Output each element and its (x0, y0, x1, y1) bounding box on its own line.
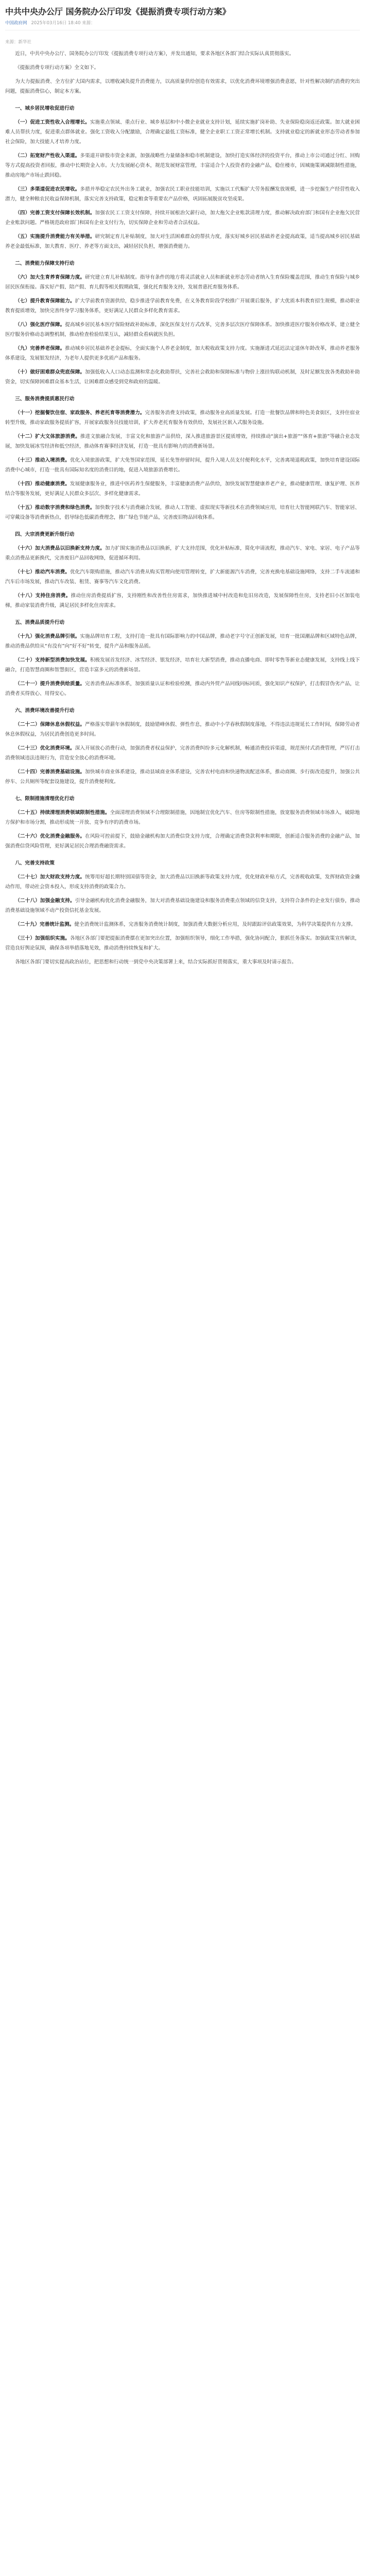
section-heading: 三、服务消费提质惠民行动 (15, 396, 75, 402)
paragraph-text: 实施重点领域、重点行业、城乡基层和中小微企业就业支持计划，延续实施扩岗补助、失业保险稳岗返还政策。加大就业困难人员帮扶力度，促进重点群体就业。强化工资收入分配激励，合理确定最低工资标准，健全企业职工工资正常增长机制。支持就业稳定的新就业形态劳动者参加社会保险，加大技能人才培养力度。 (5, 120, 360, 145)
paragraph (5, 832, 360, 851)
publish-datetime: 2025年03月16日 18:40 来源： (31, 21, 95, 26)
item-heading: （十三）推动入境消费。 (15, 457, 70, 463)
paragraph-text: 为大力提振消费、全方位扩大国内需求，以增收减负提升消费能力，以高质量供给创造有效需求，以优化消费环境增强消费意愿，针对性解决制约消费的突出问题，提振消费信心，制定本方案。 (5, 79, 360, 94)
paragraph-text: 优化汽车限购措施，推动汽车消费从购买管理向使用管理转变，扩大新能源汽车消费，完善充换电基础设施网络，支持二手车流通和汽车后市场发展，推动汽车改装、租赁、赛事等汽车文化消费。 (5, 569, 360, 585)
paragraph-text: 各地区各部门要切实提高政治站位，把思想和行动统一到党中央决策部署上来，结合实际抓好贯彻落实，重大事项及时请示报告。 (15, 959, 297, 965)
paragraph (5, 320, 360, 340)
paragraph-text: 加强低收入人口动态监测和常态化救助帮扶，完善社会救助和保障标准与物价上涨挂钩联动机制，及时足额发放各类救助补助资金，切实保障困难群众基本生活，让困难群众感受到党和政府的温暖。 (5, 369, 360, 385)
paragraph (5, 455, 360, 475)
article-page (0, 0, 365, 981)
paragraph-text: 全面清理消费领域不合理限制措施，因地制宜优化汽车、住房等限制性措施，放宽服务消费领域市场准入，破除地方保护和市场分割，推动形成统一开放、竞争有序的消费市场。 (5, 810, 360, 825)
paragraph (5, 77, 360, 96)
paragraph (5, 432, 360, 451)
item-heading: （十）做好困难群众兜底保障。 (15, 369, 85, 375)
paragraph-text: 研究制定育儿补贴制度，加大对生活困难群众的帮扶力度，落实好城乡居民基础养老金提高政策，适当提高城乡居民基础养老金最低标准，加大教育、医疗、养老等方面支出，减轻居民负担，增强消费能力。 (5, 234, 360, 249)
paragraph-text: 实施品牌培育工程，支持打造一批具有国际影响力的中国品牌，推动老字号守正创新发展，培育一批国潮品牌和区域特色品牌，推动消费品供给从“有没有”向“好不好”转变，提升产品和服务品质。 (5, 634, 360, 649)
paragraph-text: 推动住房消费提质扩容，支持刚性和改善性住房需求，加快推进城中村改造和危旧房改造，发展保障性住房，支持老旧小区加装电梯，推动家装消费升级，满足居民多样化住房需求。 (5, 593, 360, 608)
item-heading: （三十）加强组织实施。 (15, 936, 70, 941)
item-heading: （二十五）持续清理消费领域限制性措施。 (15, 810, 110, 816)
section-heading: 八、完善支持政策 (15, 860, 55, 866)
item-heading: （五）实施提升消费能力有关举措。 (15, 234, 95, 240)
item-heading: （十六）加大消费品以旧换新支持力度。 (15, 546, 105, 551)
paragraph-text: 推动城乡居民基础养老金提标，全面实施个人养老金制度，加大税收政策支持力度。实施渐进式延迟法定退休年龄改革，推动养老服务体系建设，发展银发经济，为老年人提供更多优质产品和服务。 (5, 346, 360, 361)
item-heading: （二十）支持新型消费加快发展。 (15, 657, 90, 663)
paragraph (5, 184, 360, 204)
item-heading: （十四）推动健康消费。 (15, 481, 70, 487)
item-heading: （二十九）完善统计监测。 (15, 922, 75, 927)
article-body (5, 49, 360, 967)
section-heading: 二、消费能力保障支持行动 (15, 261, 75, 266)
paragraph (5, 896, 360, 916)
item-heading: （九）完善养老保障。 (15, 346, 65, 351)
paragraph (5, 232, 360, 251)
article-title: 中共中央办公厅 国务院办公厅印发《提振消费专项行动方案》 (5, 7, 231, 16)
paragraph-text: 发展健康服务业，推进中医药养生保健服务，丰富健康消费产品供给，加快发展智慧健康养老产业，推动健康管理、康复护理、医养结合等服务发展，更好满足人民群众多层次、多样化健康需求。 (5, 481, 360, 497)
item-heading: （十八）支持住房消费。 (15, 593, 71, 599)
item-heading: （十七）推动汽车消费。 (15, 569, 70, 575)
paragraph-text: 加力扩围实施消费品以旧换新，扩大支持范围，优化补贴标准，简化申请流程，推动汽车、家电、家居、电子产品等重点消费品更新换代，完善废旧产品回收网络，促进循环利用。 (5, 546, 360, 561)
item-heading: （十二）扩大文体旅游消费。 (15, 434, 80, 439)
paragraph-text: 提高城乡居民基本医疗保险财政补助标准，深化医保支付方式改革，完善多层次医疗保障体系。加快推进医疗服务价格改革，建立健全医疗服务价格动态调整机制，推动检查检验结果互认，减轻群众看病就医负担。 (5, 322, 360, 337)
paragraph-text: 深入开展放心消费行动，加强消费者权益保护，完善消费纠纷多元化解机制，畅通消费投诉渠道，规范预付式消费管理，严厉打击消费领域违法违规行为，营造安全放心的消费环境。 (5, 745, 360, 761)
item-heading: （二十一）提升消费供给质量。 (15, 681, 85, 687)
paragraph-text: 完善服务消费支持政策，推动服务业高质量发展。打造一批餐饮品牌和特色美食街区，支持住宿业转型升级，推动家政服务提质扩容，开展家政服务员技能培训，扩大养老托育服务有效供给，发展社区嵌入式服务设施。 (5, 410, 360, 426)
item-heading: （二十二）保障休息休假权益。 (15, 722, 85, 727)
paragraph-text: 推进文旅融合发展，丰富文化和旅游产品供给，深入推进旅游景区提质增效，持续推动“演出+旅游”“体育+旅游”等融合业态发展，加快发展冰雪经济和低空经济，推动体育赛事经济发展，打造一批具有影响力的消费新场景。 (5, 434, 360, 449)
paragraph (5, 344, 360, 363)
paragraph (5, 591, 360, 611)
paragraph-text: 严格落实带薪年休假制度，鼓励错峰休假、弹性作息，推动中小学春秋假制度落地，不得违法违规延长工作时间，保障劳动者休息休假权益，为居民消费创造更多时间。 (5, 722, 360, 737)
paragraph-text: 完善消费品标准体系，加强质量认证和检验检测，推动内外贸产品同线同标同质，强化知识产权保护，打击假冒伪劣产品，让消费者买得放心、用得安心。 (5, 681, 360, 697)
paragraph (5, 679, 360, 699)
paragraph-text: 引导金融机构优化消费金融服务，加大对消费基础设施建设和服务消费重点领域的信贷支持，支持符合条件的企业发行债券，推动消费基础设施领域不动产投资信托基金发展。 (5, 898, 360, 913)
paragraph-text: 多渠道开辟股市资金来源，加强战略性力量储备和稳市机制建设，加快打造实体经济的投资平台，推动上市公司通过分红、回购等方式提高投资者回报，推动中长期资金入市。大力发展耐心资本，规范发展财富管理，丰富适合个人投资者的金融产品，稳住楼市，因城施策调减限制性措施，推动房地产市场止跌回稳。 (5, 153, 360, 178)
paragraph-text: 加快数字技术与消费融合发展，推动人工智能、虚拟现实等新技术在消费领域应用，培育壮大智能网联汽车、智能家居、可穿戴设备等消费新热点，倡导绿色低碳消费理念，推广绿色节能产品，完善废旧物品回收体系。 (5, 505, 360, 520)
item-heading: （二十四）完善消费基础设施。 (15, 769, 85, 775)
paragraph-text: 健全消费统计监测体系，完善服务消费统计制度，加强消费大数据分析应用，及时跟踪评估政策效果，为科学决策提供有力支撑。 (74, 922, 356, 927)
paragraph-text: 扩大学前教育资源供给，稳步推进学前教育免费，在义务教育阶段学校推广开展课后服务，扩大优质本科教育招生规模，推动职业教育提质增效，加快完善终身学习服务体系，更好满足人民群众多样化教育需求。 (5, 298, 360, 314)
paragraph-text: 加快城市商业体系建设，推动县域商业体系建设，完善农村电商和快递物流配送体系，推动商圈、步行街改造提升，加强公共停车、公共厕所等配套设施建设，提升消费便利度。 (5, 769, 360, 785)
paragraph (5, 296, 360, 316)
paragraph-text: 积极发展首发经济、冰雪经济、银发经济，培育壮大新型消费，推动直播电商、即时零售等新业态健康发展，支持线上线下融合，打造智慧商圈和智慧街区，营造丰富多元的消费新场景。 (5, 657, 360, 673)
paragraph (5, 273, 360, 292)
paragraph-text: 研究建立育儿补贴制度。指导有条件的地方将灵活就业人员和新就业形态劳动者纳入生育保险覆盖范围，推动生育保险与城乡居民医保衔接。落实好产假、陪产假、育儿假等相关假期政策，强化托育服务支持，发展普惠托育服务体系。 (5, 275, 360, 290)
paragraph (5, 720, 360, 739)
paragraph-text: 近日，中共中央办公厅、国务院办公厅印发《提振消费专项行动方案》，并发出通知，要求各地区各部门结合实际认真贯彻落实。 (15, 51, 294, 57)
paragraph-text: 加强农民工工资支付保障，持续开展根治欠薪行动，加大拖欠企业账款清理力度，推动解决政府部门和国有企业拖欠民营企业账款问题。严格规范政府部门和国有企业支付行为，切实保障企业和劳动者合法权益。 (5, 210, 360, 226)
paragraph (5, 367, 360, 387)
item-heading: （十一）挖掘餐饮住宿、家政服务、养老托育等消费潜力。 (15, 410, 145, 416)
item-heading: （一）促进工资性收入合理增长。 (15, 120, 90, 125)
paragraph-text: 统筹用好超长期特别国债等资金，加大消费品以旧换新等政策支持力度，优化财政补贴方式，完善税收政策，发挥财政资金撬动作用，带动社会资本投入，形成支持消费的政策合力。 (5, 874, 360, 890)
paragraph (5, 655, 360, 675)
item-heading: （四）完善工资支付保障长效机制。 (15, 210, 95, 216)
paragraph (5, 544, 360, 563)
paragraph (5, 63, 360, 73)
item-heading: （十五）推动数字消费和绿色消费。 (15, 505, 95, 511)
paragraph (5, 503, 360, 522)
paragraph-text: 多措并举稳定农民外出务工就业，加强农民工职业技能培训，实施以工代赈扩大劳务报酬发放规模，进一步挖掘生产经营性收入潜力，健全种粮农民收益保障机制，落实完善支持政策，稳定粮食等重要农产品价格，巩固拓展脱贫攻坚成果。 (5, 187, 360, 202)
item-heading: （二）拓宽财产性收入渠道。 (15, 153, 80, 159)
article-meta (5, 20, 360, 27)
paragraph (5, 808, 360, 827)
paragraph (5, 49, 360, 59)
paragraph (5, 408, 360, 428)
source-link[interactable]: 中国政府网 (5, 21, 27, 26)
item-heading: （十九）强化消费品牌引领。 (15, 634, 80, 639)
paragraph-text: 优化入境旅游政策，扩大免签国家范围，延长免签停留时间，提升入境人员支付便利化水平，完善离境退税政策，加快培育建设国际消费中心城市，打造一批具有国际知名度的消费目的地，促进入境旅游消费增长。 (5, 457, 360, 473)
author-line: 来源：新华社 (5, 40, 32, 45)
section-heading: 一、城乡居民增收促进行动 (15, 106, 75, 111)
section-heading: 六、消费环境改善提升行动 (15, 708, 75, 714)
paragraph (5, 479, 360, 499)
paragraph (5, 872, 360, 892)
paragraph (5, 934, 360, 953)
item-heading: （六）加大生育养育保障力度。 (15, 275, 85, 280)
item-heading: （二十七）加大财政支持力度。 (15, 874, 85, 880)
paragraph (5, 151, 360, 180)
paragraph-text: 《提振消费专项行动方案》全文如下。 (15, 65, 99, 71)
paragraph-text: 各地区各部门要把提振消费摆在更加突出位置，加强组织领导，细化工作举措，强化协同配合，狠抓任务落实。加强政策宣传解读，营造良好舆论氛围，确保各项举措落地见效，推动消费持续恢复和扩大。 (5, 936, 360, 951)
paragraph (5, 632, 360, 651)
item-heading: （二十八）加强金融支持。 (15, 898, 75, 904)
item-heading: （二十六）优化消费金融服务。 (15, 834, 85, 839)
paragraph (5, 117, 360, 147)
section-heading: 四、大宗消费更新升级行动 (15, 532, 75, 537)
item-heading: （七）提升教育保障能力。 (15, 298, 75, 304)
paragraph (5, 567, 360, 587)
paragraph (5, 767, 360, 787)
paragraph (5, 920, 360, 929)
section-heading: 五、消费品质提升行动 (15, 620, 65, 625)
item-heading: （三）多渠道促进农民增收。 (15, 187, 80, 192)
paragraph (5, 743, 360, 763)
paragraph-text: 在风险可控前提下，鼓励金融机构加大消费信贷支持力度，合理确定消费贷款利率和期限，创新适合服务消费的金融产品，加强消费信贷风险管理，更好满足居民合理消费融资需求。 (5, 834, 360, 849)
item-heading: （八）强化医疗保障。 (15, 322, 65, 328)
paragraph (5, 957, 360, 967)
item-heading: （二十三）优化消费环境。 (15, 745, 75, 751)
section-heading: 七、限制措施清理优化行动 (15, 796, 75, 802)
paragraph (5, 208, 360, 228)
